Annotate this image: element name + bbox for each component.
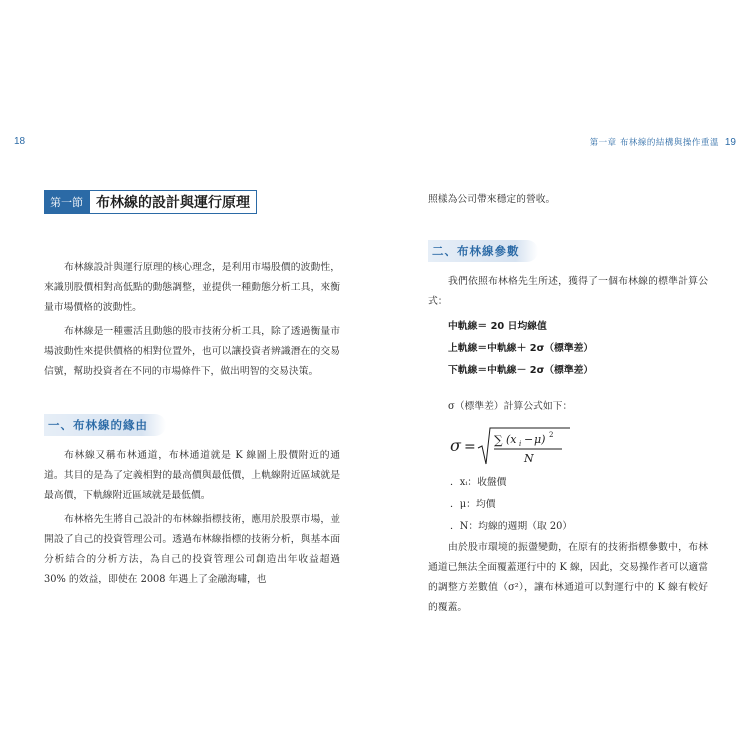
subheading-origin: [44, 414, 166, 436]
subheading-parameters: [428, 240, 538, 262]
svg-text:μ): μ): [534, 433, 546, 446]
svg-text:−: −: [524, 433, 534, 446]
subheading-parameters-label: 二、布林線參數: [432, 244, 520, 258]
right-page-number: 19: [724, 137, 736, 148]
svg-text:σ: σ: [450, 436, 461, 455]
svg-text:(x: (x: [506, 433, 517, 446]
svg-text:N: N: [524, 452, 534, 465]
svg-text:∑: ∑: [494, 433, 503, 447]
lower-band-formula: 下軌線＝中軌線－ 2σ（標準差）: [448, 365, 594, 376]
paragraph-5: 我們依照布林格先生所述，獲得了一個布林線的標準計算公式：: [428, 276, 708, 307]
right-page-header: [590, 136, 736, 148]
paragraph-2: 布林線是一種靈活且動態的股市技術分析工具，除了透過衡量市場波動性來提供價格的相對位置外，也可以讓投資者辨識潛在的交易信號，幫助投資者在不同的市場條件下，做出明智的交易決策。: [44, 326, 340, 377]
paragraph-continued: 照樣為公司帶來穩定的營收。: [428, 194, 556, 205]
upper-band-formula: 上軌線＝中軌線＋ 2σ（標準差）: [448, 343, 594, 354]
left-page-content: [44, 190, 340, 594]
sigma-formula-graphic: [448, 424, 578, 468]
paragraph-3: 布林線又稱布林通道，布林通道就是 K 線圖上股價附近的通道。其目的是為了定義相對的最高價與最低價，上軌線附近區域就是最高價，下軌線附近區域就是最低價。: [44, 450, 340, 501]
section-title-box: [89, 190, 257, 214]
running-head: 第一章 布林線的結構與操作重溫: [589, 138, 719, 148]
svg-text:=: =: [464, 439, 476, 455]
section-badge: 第一節: [44, 190, 89, 214]
section-title: 布林線的設計與運行原理: [96, 195, 250, 211]
bullet-mean-price: ．μ：均價: [450, 499, 496, 510]
paragraph-4: 布林格先生將自己設計的布林線指標技術，應用於股票市場，並開設了自己的投資管理公司。透過布林線指標的技術分析，與基本面分析結合的分析方法，為自己的投資管理公司創造出年收益超過 30% 的效益，即使在 2008 年遇上了金融海嘯，也: [44, 514, 340, 585]
svg-text:i: i: [519, 440, 522, 448]
right-page-content: [428, 190, 708, 622]
left-page-number: 18: [14, 136, 26, 147]
paragraph-1: 布林線設計與運行原理的核心理念，是利用市場股價的波動性，來識別股價相對高低點的動態調整，並提供一種動態分析工具，來衡量市場價格的波動性。: [44, 262, 340, 313]
standard-deviation-formula: [448, 424, 708, 468]
section-heading: [44, 190, 340, 214]
bullet-period: ．N：均線的週期（取 20）: [450, 521, 573, 532]
sigma-intro: σ（標準差）計算公式如下：: [448, 401, 573, 412]
svg-text:2: 2: [549, 431, 554, 439]
middle-band-formula: 中軌線＝ 20 日均線值: [448, 321, 547, 332]
bullet-close-price: ．xᵢ：收盤價: [450, 477, 507, 488]
subheading-origin-label: 一、布林線的緣由: [48, 418, 148, 432]
paragraph-6: 由於股市環境的振盪變動，在原有的技術指標參數中，布林通道已無法全面覆蓋運行中的 K 線，因此，交易操作者可以適當的調整方差數值（σ²），讓布林通道可以對運行中的 K 線有較好的覆蓋。: [428, 542, 708, 613]
